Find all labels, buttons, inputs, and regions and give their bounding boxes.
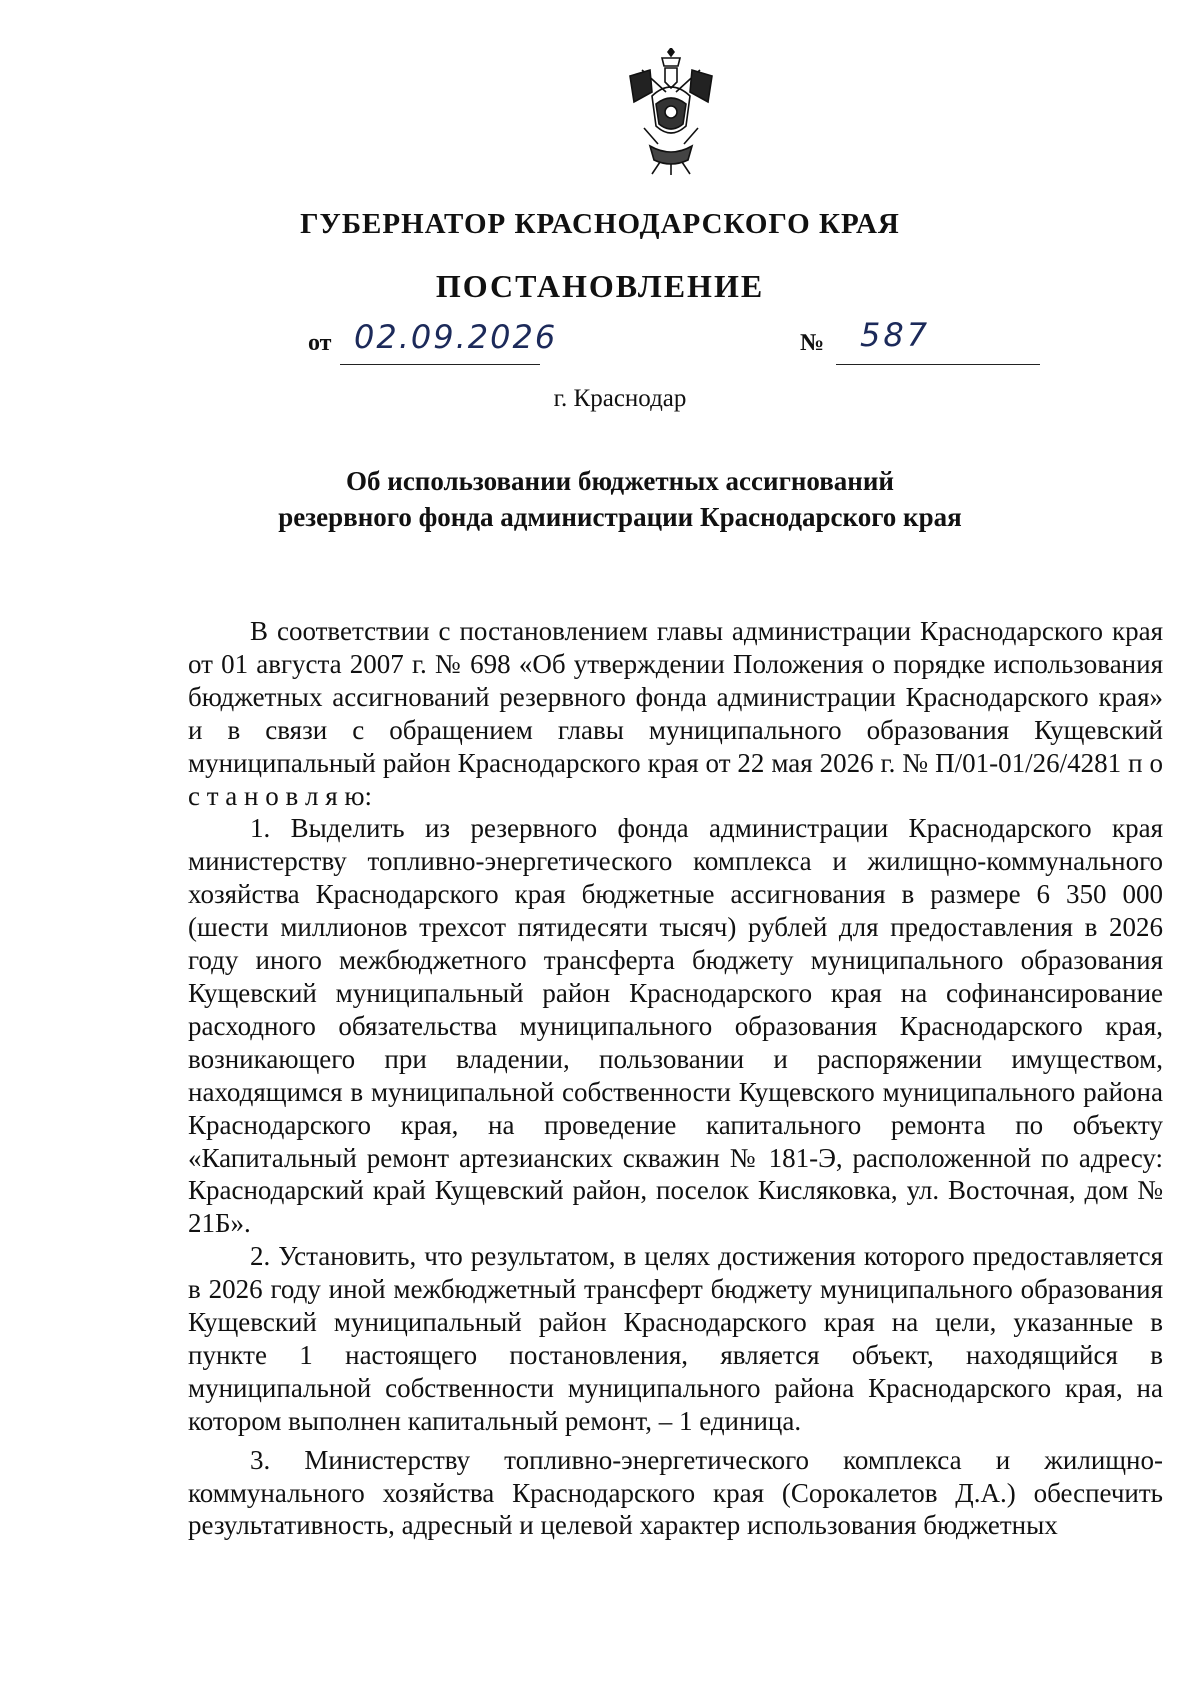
document-title: [0, 463, 1200, 535]
number-label: №: [800, 330, 825, 356]
coat-of-arms-icon: [622, 48, 720, 176]
date-value: 02.09.2026: [354, 318, 558, 356]
document-body: [188, 615, 1163, 1542]
paragraph-2: 2. Установить, что результатом, в целях достижения которого предоставляется в 2026 году иной межбюджетный трансферт бюджету муниципального образования Кущевский муниципальный район Краснодарского края на цели, указанные в пункте 1 настоящего постановления, является объект, находящийся в муниципальной собственности муниципального района Краснодарского края, на котором выполнен капитальный ремонт, – 1 единица.: [188, 1241, 1163, 1436]
issuing-authority: ГУБЕРНАТОР КРАСНОДАРСКОГО КРАЯ: [300, 208, 900, 240]
paragraph-3: 3. Министерству топливно-энергетического комплекса и жилищно-коммунального хозяйства Краснодарского края (Сорокалетов Д.А.) обеспечить результативность, адресный и целевой характер использования бюджетных: [188, 1444, 1163, 1541]
document-type: ПОСТАНОВЛЕНИЕ: [435, 268, 765, 304]
paragraph-1: 1. Выделить из резервного фонда администрации Краснодарского края министерству топливно-энергетического комплекса и жилищно-коммунального хозяйства Краснодарского края бюджетные ассигнования в размере 6 350 000 (шести миллионов трехсот пятидесяти тысяч) рублей для предоставления в 2026 году иного межбюджетного трансферта бюджету муниципального образования Кущевский муниципальный район Краснодарского края на софинансирование расходного обязательства муниципального образования Краснодарского края, возникающего при владении, пользовании и распоряжении имуществом, находящимся в муниципальной собственности Кущевского муниципального района Краснодарского края, на проведение капитального ремонта по объекту «Капитальный ремонт артезианских скважин № 181-Э, расположенной по адресу: Краснодарский край Кущевский район, поселок Кисляковка, ул. Восточная, дом № 21Б».: [188, 813, 1163, 1239]
number-value: 587: [860, 316, 931, 354]
title-line-1: Об использовании бюджетных ассигнований: [346, 466, 894, 496]
intro-paragraph: В соответствии с постановлением главы администрации Краснодарского края от 01 августа 2007 г. № 698 «Об утверждении Положения о порядке использования бюджетных ассигнований резервного фонда администрации Краснодарского края» и в связи с обращением главы муниципального образования Кущевский муниципальный район Краснодарского края от 22 мая 2026 г. № П/01-01/26/4281 п о с т а н о в л я ю:: [188, 616, 1163, 811]
date-underline: [340, 364, 540, 365]
city: г. Краснодар: [553, 385, 687, 412]
date-label: от: [308, 330, 332, 356]
title-line-2: резервного фонда администрации Краснодарского края: [278, 502, 962, 532]
number-underline: [836, 364, 1040, 365]
